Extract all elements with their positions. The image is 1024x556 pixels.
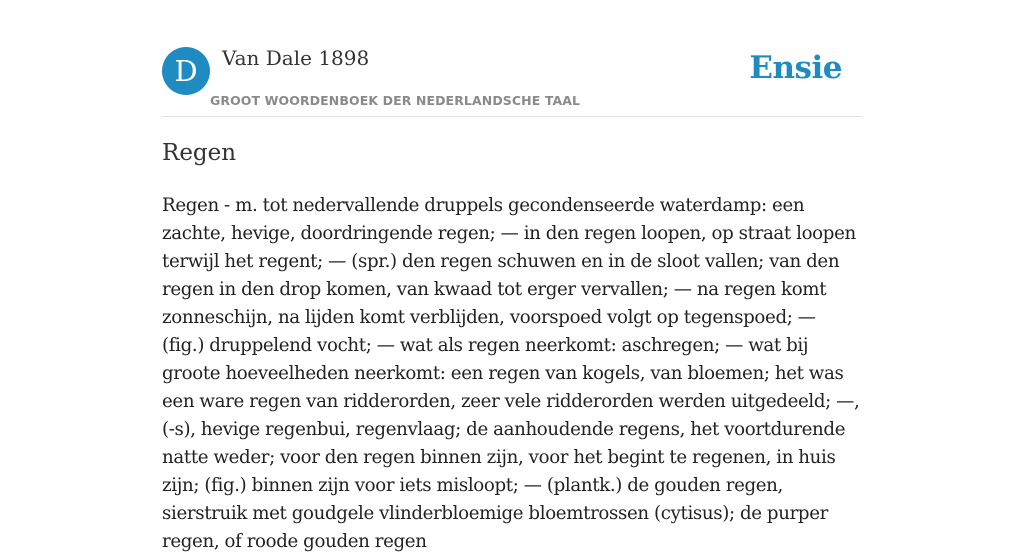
source-header — [162, 0, 862, 117]
entry-title: Regen — [162, 140, 237, 166]
source-subtitle: GROOT WOORDENBOEK DER NEDERLANDSCHE TAAL — [210, 93, 581, 108]
entry-definition: Regen - m. tot nedervallende druppels gecondenseerde waterdamp: een zachte, hevige, doordringende regen; — in den regen loopen, op straat loopen terwijl het regent; — (spr.) den regen schuwen en in de sloot vallen; van den regen in den drop komen, van kwaad tot erger vervallen; — na regen komt zonneschijn, na lijden komt verblijden, voorspoed volgt op tegenspoed; — (fig.) druppelend vocht; — wat als regen neerkomt: aschregen; — wat bij groote hoeveelheden neerkomt: een regen van kogels, van bloemen; het was een ware regen van ridderorden, zeer vele ridderorden werden uitgedeeld; —, (-s), hevige regenbui, regenvlaag; de aanhoudende regens, het voortdurende natte weder; voor den regen binnen zijn, voor het begint te regenen, in huis zijn; (fig.) binnen zijn voor iets misloopt; — (plantk.) de gouden regen, sierstruik met goudgele vlinderbloemige bloemtrossen (cytisus); de purper regen, of roode gouden regen — [162, 195, 860, 552]
source-avatar[interactable]: D — [162, 47, 210, 95]
source-title[interactable]: Van Dale 1898 — [222, 46, 370, 70]
ensie-logo[interactable]: Ensie — [749, 50, 842, 86]
dictionary-card — [162, 0, 862, 552]
